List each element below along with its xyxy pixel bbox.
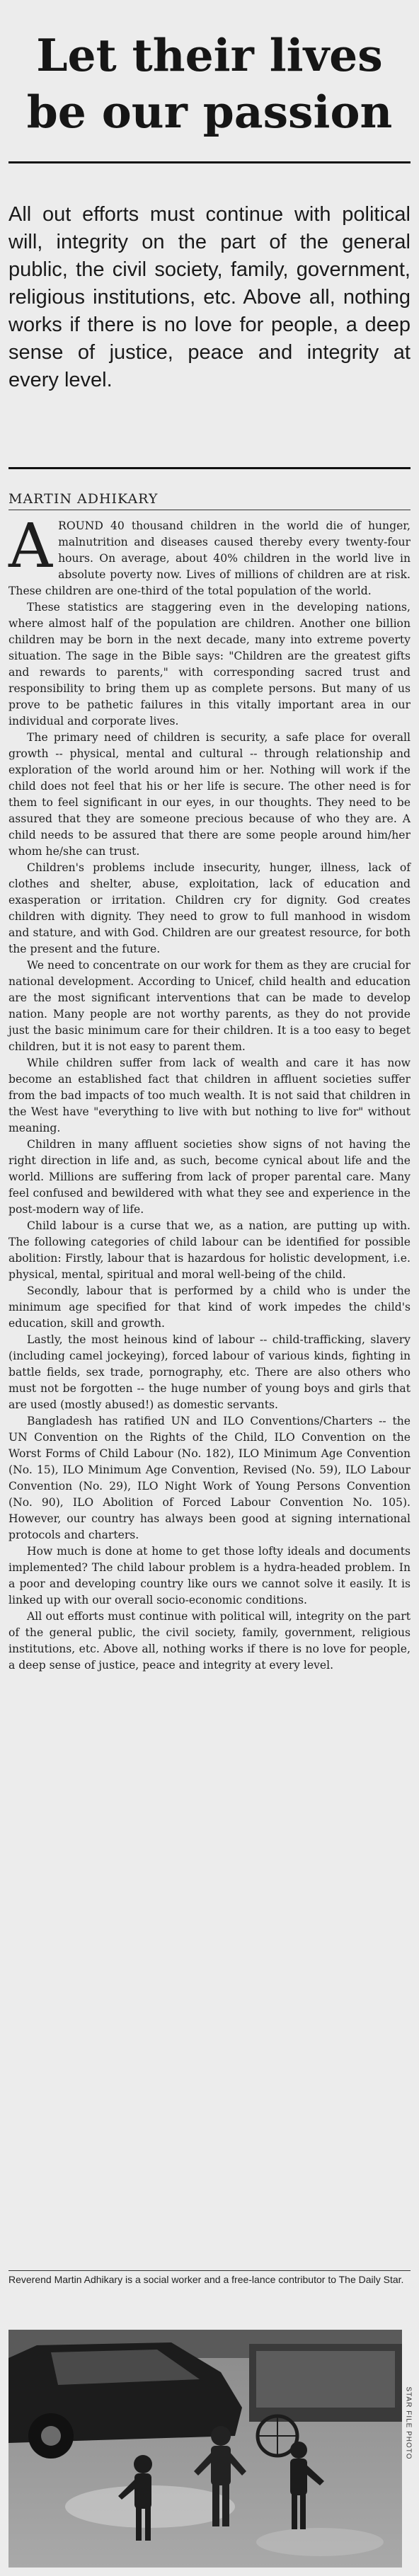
author-bio: Reverend Martin Adhikary is a social worker and a free-lance contributor to The Daily Star. [8, 2274, 404, 2285]
photo-children-playing [8, 2330, 402, 2568]
drop-cap: A [8, 511, 53, 582]
article-paragraph: How much is done at home to get those lofty ideals and documents implemented? The child labour problem is a hydra-headed problem. In a poor and developing country like ours we cannot solve it easily. It is linked up with our overall socio-economic conditions. [8, 1545, 411, 1606]
standfirst: All out efforts must continue with political will, integrity on the part of the general public, the civil society, family, government, religious institutions, etc. Above all, nothing works if there is no love for people, a deep sense of justice, peace and integrity at every level. [8, 203, 411, 391]
photo-credit [405, 2330, 415, 2568]
article-paragraph: Lastly, the most heinous kind of labour -- child-trafficking, slavery (including camel jockeying), forced labour of various kinds, fighting in battle fields, sex trade, pornography, etc. There are also others who must not be forgotten -- the huge number of young boys and girls that are used (mostly abused!) as domestic servants. [8, 1333, 411, 1411]
photo-car-hubcap [41, 2426, 61, 2446]
headline-rule [8, 161, 411, 163]
article-paragraph: Children in many affluent societies show signs of not having the right direction in life and, as such, become cynical about life and the world. Millions are suffering from lack of proper parental care. Many feel confused and bewildered with what they see and experience in the post-modern way of life. [8, 1138, 411, 1216]
article-paragraph: Bangladesh has ratified UN and ILO Conventions/Charters -- the UN Convention on the Rights of the Child, ILO Convention on the Worst Forms of Child Labour (No. 182), ILO Minimum Age Convention (No. 15), ILO Minimum Age Convention, Revised (No. 59), ILO Labour Convention (No. 29), ILO Night Work of Young Persons Convention (No. 90), ILO Abolition of Forced Labour Convention No. 105). However, our country has always been good at signing international protocols and charters. [8, 1415, 411, 1541]
standfirst-rule [8, 467, 411, 469]
first-paragraph-text: ROUND 40 thousand children in the world die of hunger, malnutrition and diseases caused thereby every twenty-four hours. On average, about 40% children in the world live in absolute poverty now. Lives of millions of children are at risk. These children are one-third of the total population of the world. [8, 519, 411, 597]
photo-credit-text: STAR FILE PHOTO [404, 2386, 413, 2460]
headline-line-1: Let their lives [36, 29, 383, 81]
article-body [8, 511, 411, 1674]
photo-puddle [256, 2528, 384, 2556]
headline [0, 27, 419, 140]
headline-line-2: be our passion [26, 86, 393, 138]
article-paragraph: These statistics are staggering even in the developing nations, where almost half of the population are children. Another one billion children may be born in the next decade, many into extreme poverty situation. The sage in the Bible says: "Children are the greatest gifts and rewards to parents," with corresponding sacred trust and responsibility to bring them up as complete persons. But many of us prove to be pathetic failures in this vitally important area in our individual and corporate lives. [8, 601, 411, 728]
article-paragraph [8, 511, 411, 599]
article-paragraph: Secondly, labour that is performed by a child who is under the minimum age specified for that kind of work impedes the child's education, skill and growth. [8, 1284, 411, 1330]
article-paragraph: The primary need of children is security, a safe place for overall growth -- physical, mental and cultural -- through relationship and exploration of the world around him or her. Nothing will work if the child does not feel that his or her life is secure. The other need is for them to feel significant in our eyes, in our thoughts. They need to be assured that they are someone precious because of who they are. A child needs to be assured that there are some people around him/her whom he/she can trust. [8, 731, 411, 858]
article-paragraph: We need to concentrate on our work for them as they are crucial for national development. According to Unicef, child health and education are the most significant interventions that can be made to develop nation. Many people are not worthy parents, as they do not provide just the basic minimum care for their children. It is a too easy to beget children, but it is not easy to parent them. [8, 959, 411, 1053]
article-paragraph: Child labour is a curse that we, as a nation, are putting up with. The following categories of child labour can be identified for possible abolition: Firstly, labour that is hazardous for holistic development, i.e. physical, mental, spiritual and moral well-being of the child. [8, 1219, 411, 1281]
article-photo [8, 2330, 402, 2568]
photo-cart-panel [256, 2351, 395, 2408]
article-paragraph: Children's problems include insecurity, hunger, illness, lack of clothes and shelter, abuse, exploitation, lack of education and exasperation or irritation. Children cry for dignity. God creates children with dignity. They need to grow to full manhood in wisdom and stature, and with God. Children are our greatest resource, for both the present and the future. [8, 861, 411, 955]
bio-rule [8, 2270, 411, 2271]
article-paragraph: All out efforts must continue with political will, integrity on the part of the general public, the civil society, family, government, religious institutions, etc. Above all, nothing works if there is no love for people, a deep sense of justice, peace and integrity at every level. [8, 1610, 411, 1672]
article-paragraph: While children suffer from lack of wealth and care it has now become an established fact that children in affluent societies suffer from the bad impacts of too much wealth. It is not said that children in the West have "everything to live with but nothing to live for" without meaning. [8, 1057, 411, 1134]
byline: MARTIN ADHIKARY [8, 491, 159, 507]
